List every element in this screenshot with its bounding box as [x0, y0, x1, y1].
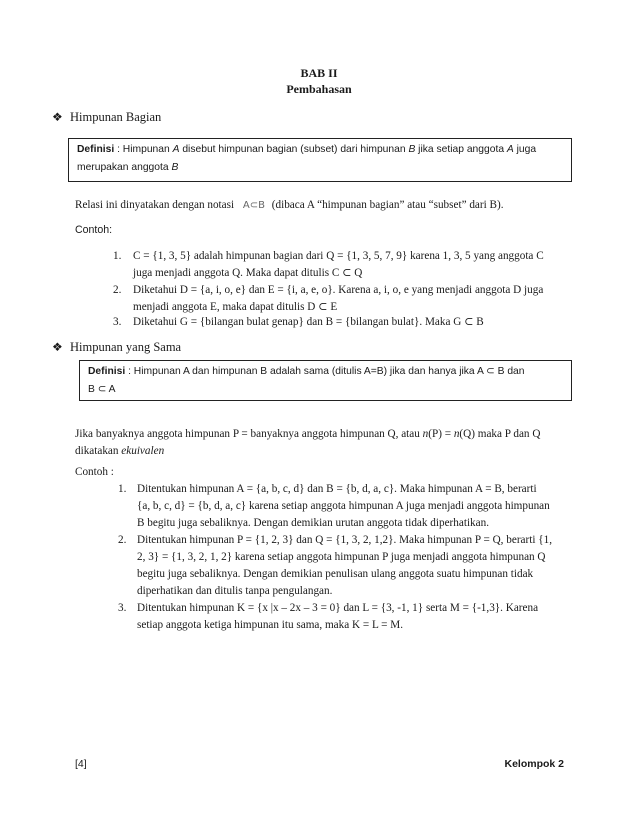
- definition-text: merupakan anggota: [77, 162, 172, 173]
- paragraph-text: Jika banyaknya anggota himpunan P = banyaknya anggota himpunan Q, atau: [75, 428, 423, 440]
- definition-box-subset: [68, 138, 572, 182]
- list-item: [113, 314, 573, 331]
- definition-var: A: [172, 144, 180, 155]
- definition-var: B: [408, 144, 416, 155]
- definition-text: jika setiap anggota: [415, 144, 507, 155]
- paragraph-text: dikatakan: [75, 445, 122, 457]
- list-item: [118, 481, 578, 532]
- diamond-bullet-icon: ❖: [52, 340, 63, 354]
- list-number: 1.: [118, 483, 127, 495]
- chapter-label: BAB II: [300, 66, 338, 80]
- definition-var: B: [171, 162, 179, 173]
- paragraph-var: n: [422, 428, 429, 440]
- diamond-bullet-icon: ❖: [52, 110, 63, 124]
- list-number: 3.: [118, 602, 127, 614]
- example-label: Contoh :: [75, 466, 114, 478]
- definition-text: disebut himpunan bagian (subset) dari himpunan: [179, 144, 409, 155]
- section-heading-equal-sets: [52, 340, 181, 355]
- list-text: Diketahui D = {a, i, o, e} dan E = {i, a, e, o}. Karena a, i, o, e yang menjadi anggota D juga: [133, 284, 544, 296]
- equivalence-paragraph: [75, 426, 540, 460]
- paragraph-text: (Q) maka P dan Q: [459, 428, 541, 440]
- section-heading-subset: [52, 110, 161, 125]
- list-text: begitu juga sebaliknya. Dengan demikian penulisan ulang anggota suatu himpunan tidak: [137, 568, 534, 580]
- definition-var: A: [506, 144, 514, 155]
- list-item: [113, 282, 573, 316]
- page-number: [4]: [75, 758, 87, 770]
- list-text: juga menjadi anggota Q. Maka dapat ditulis C ⊂ Q: [133, 267, 363, 279]
- paragraph-emphasis: ekuivalen: [121, 445, 165, 457]
- list-item: [118, 600, 578, 634]
- subset-notation-symbol: A⊂B: [242, 200, 265, 211]
- list-text: C = {1, 3, 5} adalah himpunan bagian dari Q = {1, 3, 5, 7, 9} karena 1, 3, 5 yang anggota C: [133, 250, 544, 262]
- paragraph-var: n: [453, 428, 460, 440]
- definition-label: Definisi: [88, 366, 126, 377]
- definition-box-equal-sets: [79, 360, 572, 401]
- section-heading-text: Himpunan yang Sama: [70, 340, 182, 354]
- notation-line: [75, 197, 504, 214]
- list-item: [113, 248, 573, 282]
- list-number: 2.: [113, 284, 122, 296]
- list-text: Ditentukan himpunan A = {a, b, c, d} dan B = {b, d, a, c}. Maka himpunan A = B, berarti: [137, 483, 537, 495]
- notation-text: (dibaca A “himpunan bagian” atau “subset” dari B).: [268, 199, 504, 211]
- list-text: B begitu juga sebaliknya. Dengan demikian urutan anggota tidak diperhatikan.: [137, 517, 489, 529]
- definition-text: : Himpunan A dan himpunan B adalah sama (ditulis A=B) jika dan hanya jika A ⊂ B dan: [125, 366, 525, 377]
- list-text: setiap anggota ketiga himpunan itu sama, maka K = L = M.: [137, 619, 404, 631]
- list-number: 2.: [118, 534, 127, 546]
- list-text: diperhatikan dan ditulis tanpa pengulangan.: [137, 585, 333, 597]
- list-text: menjadi anggota E, maka dapat ditulis D ⊂ E: [133, 301, 338, 313]
- list-text: Ditentukan himpunan K = {x |x – 2x – 3 = 0} dan L = {3, -1, 1} serta M = {-1,3}. Karena: [137, 602, 539, 614]
- list-number: 3.: [113, 316, 122, 328]
- list-item: [118, 532, 578, 600]
- definition-text: B ⊂ A: [88, 384, 116, 395]
- definition-label: Definisi: [77, 144, 115, 155]
- example-label: Contoh:: [75, 224, 113, 236]
- chapter-title: Pembahasan: [286, 82, 352, 96]
- definition-text: : Himpunan: [114, 144, 173, 155]
- paragraph-text: (P) =: [428, 428, 454, 440]
- list-text: 2, 3} = {1, 3, 2, 1, 2} karena setiap anggota himpunan P juga menjadi anggota himpunan Q: [137, 551, 546, 563]
- list-text: Ditentukan himpunan P = {1, 2, 3} dan Q = {1, 3, 2, 1,2}. Maka himpunan P = Q, berarti {1,: [137, 534, 553, 546]
- footer-group-label: Kelompok 2: [504, 758, 564, 770]
- notation-text: Relasi ini dinyatakan dengan notasi: [75, 199, 237, 211]
- section-heading-text: Himpunan Bagian: [70, 110, 162, 124]
- list-text: Diketahui G = {bilangan bulat genap} dan B = {bilangan bulat}. Maka G ⊂ B: [133, 316, 484, 328]
- list-number: 1.: [113, 250, 122, 262]
- definition-text: juga: [513, 144, 537, 155]
- list-text: {a, b, c, d} = {b, d, a, c} karena setiap anggota himpunan A juga menjadi anggota himpunan: [137, 500, 550, 512]
